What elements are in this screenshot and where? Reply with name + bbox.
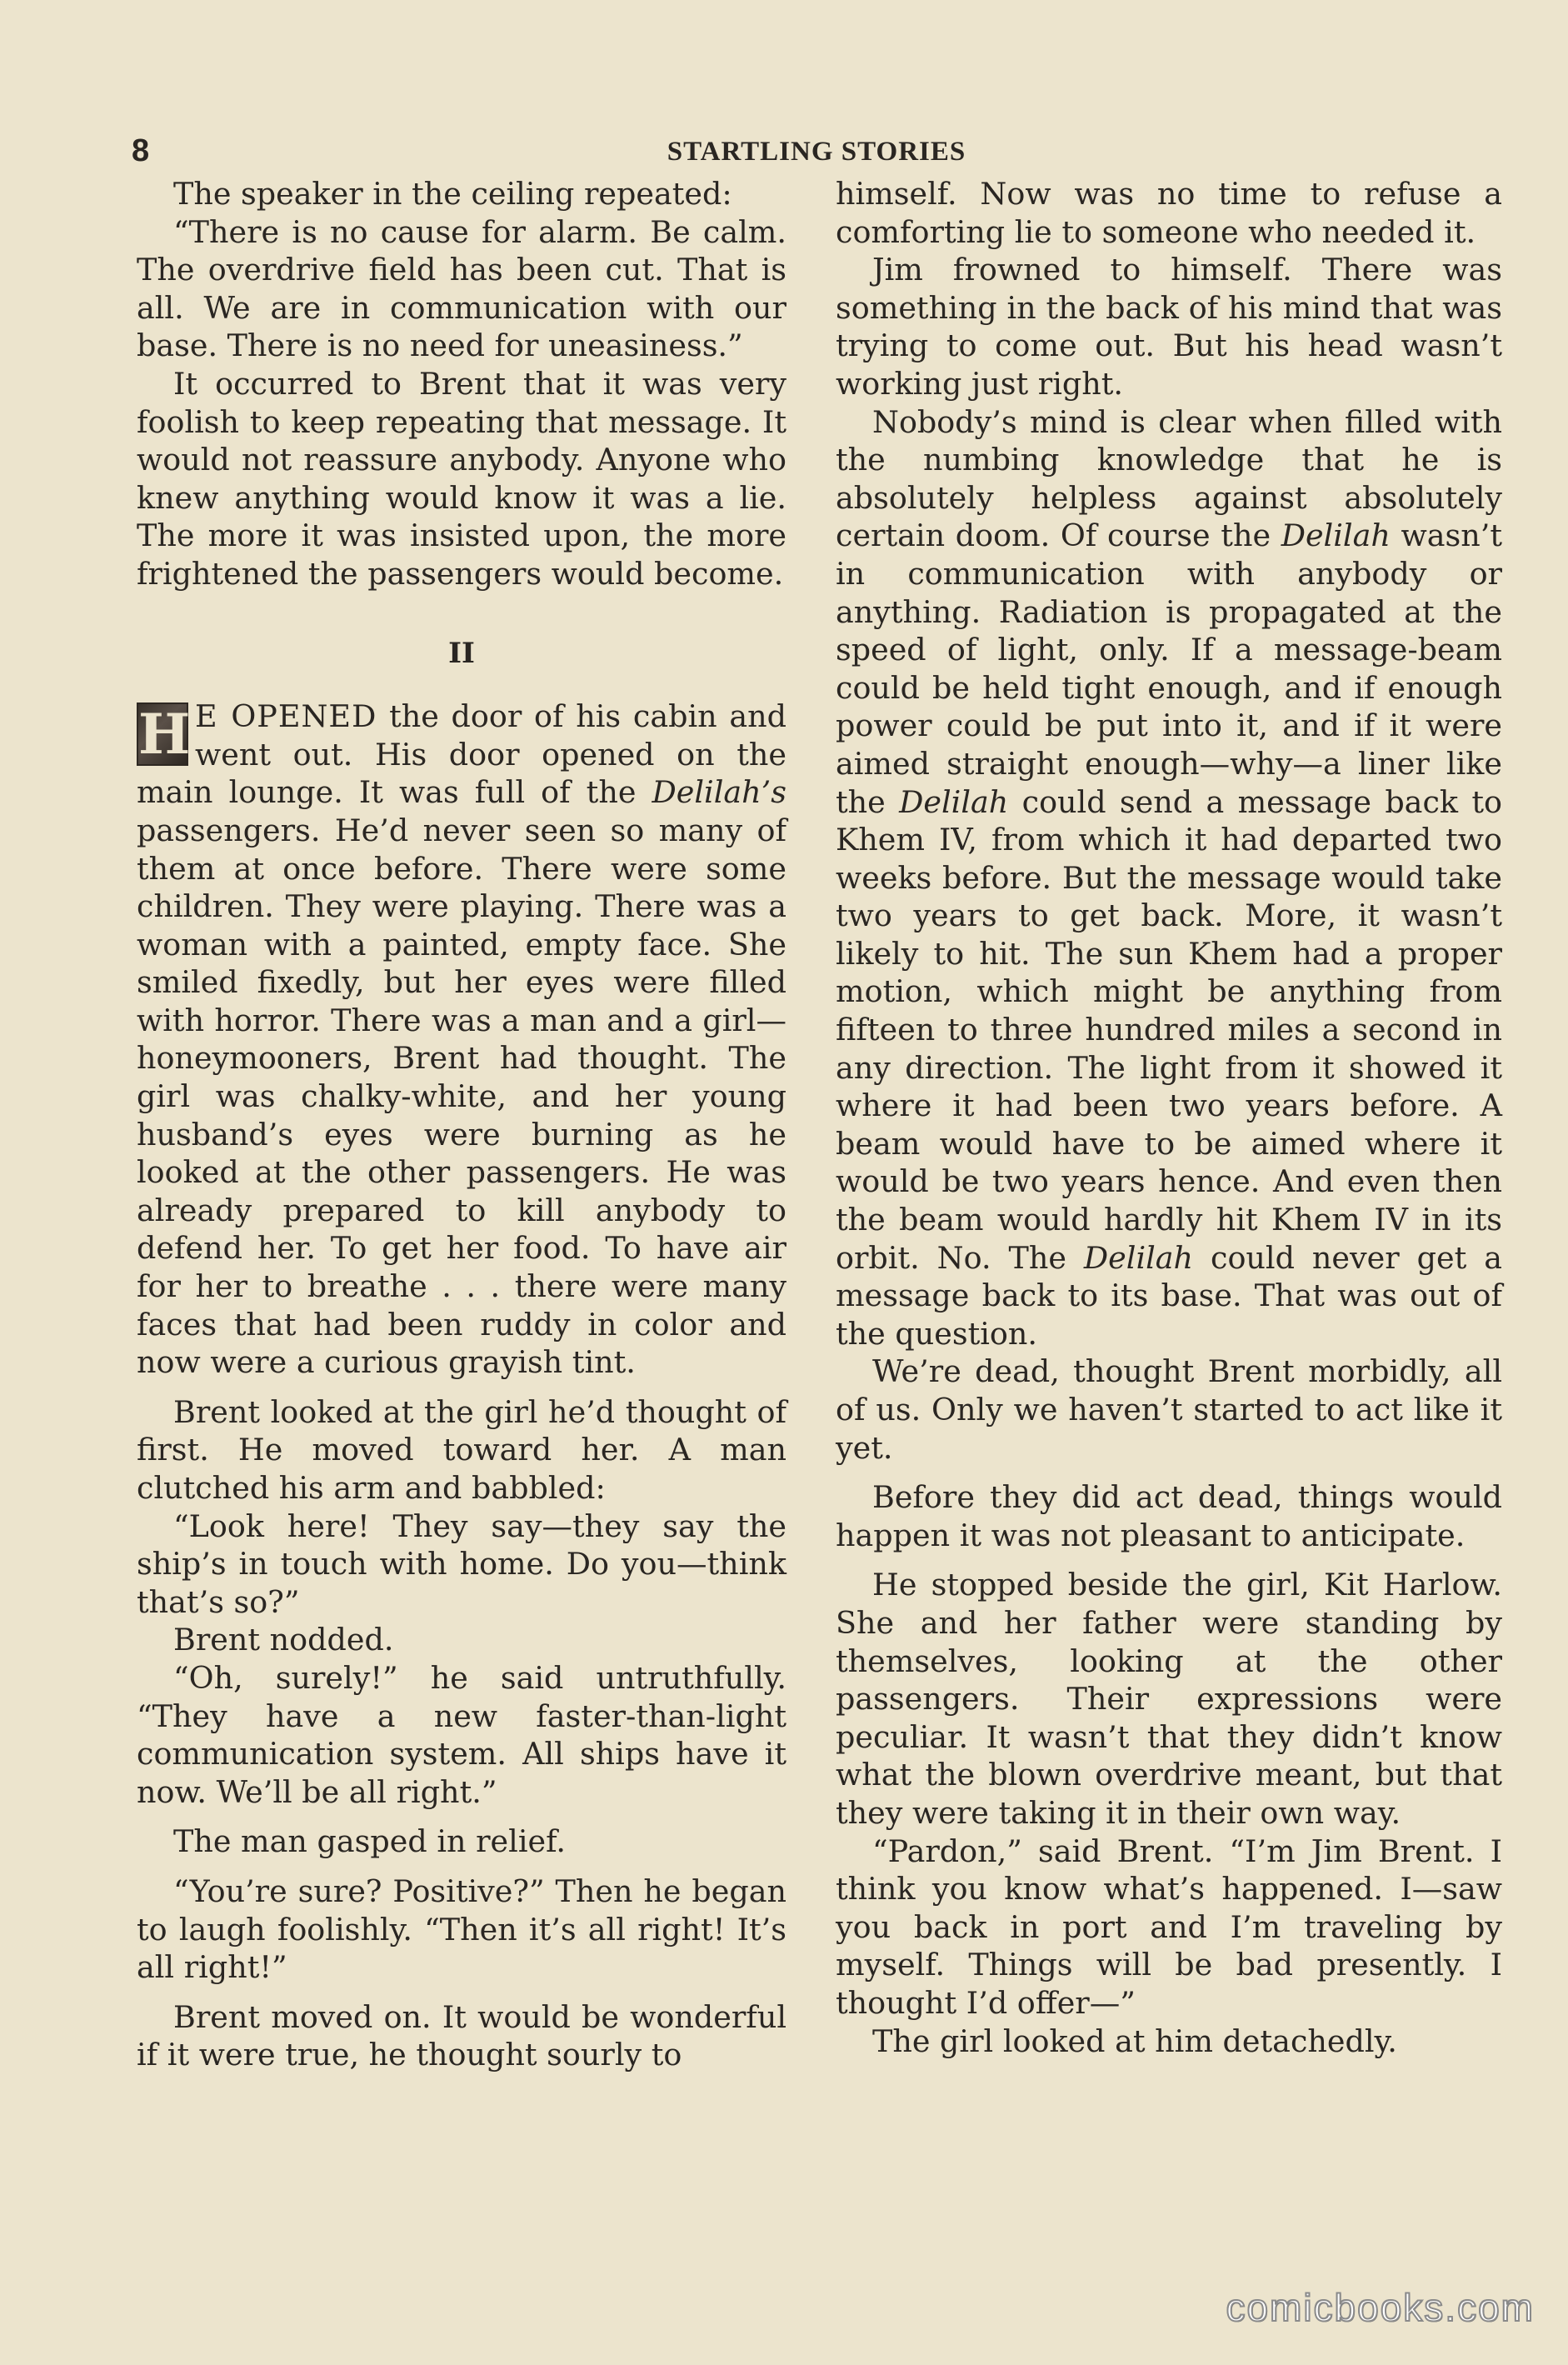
paragraph: Brent moved on. It would be wonderful if it were true, he thought sourly to (137, 1998, 786, 2073)
paragraph: “There is no cause for alarm. Be calm. The overdrive field has been cut. That is all. We are in communication with our base. There is no need for uneasiness.” (137, 213, 786, 364)
text-run: the door of his cabin and went out. His door opened on the main lounge. It was full of the (137, 698, 786, 811)
paragraph: himself. Now was no time to refuse a comforting lie to someone who needed it. (836, 176, 1502, 250)
page-header (125, 133, 1508, 175)
right-column (836, 175, 1502, 2060)
text-run: wasn’t in communication with anybody or anything. Radiation is propagated at the speed of light, only. If a message-beam could be held tight enough, and if enough power could be put into it, and if it were aimed straight enough—why—a liner like the (836, 518, 1502, 820)
smallcaps-lead: E OPENED (195, 698, 377, 735)
paragraph: Brent looked at the girl he’d thought of first. He moved toward her. A man clutched his arm and babbled: (137, 1393, 786, 1506)
running-head: STARTLING STORIES (667, 137, 966, 167)
paragraph: “Look here! They say—they say the ship’s in touch with home. Do you—think that’s so?” (137, 1508, 786, 1620)
paragraph: He stopped beside the girl, Kit Harlow. She and her father were standing by themselves, looking at the other passengers. Their expressions were peculiar. It wasn’t that they didn’t know what the blown overdrive meant, but that they were taking it in their own way. (836, 1567, 1502, 1831)
paragraph: “You’re sure? Positive?” Then he began to laugh foolishly. “Then it’s all right! It’s all right!” (137, 1872, 786, 1986)
ship-name: Delilah’s (652, 774, 786, 811)
left-column (137, 175, 786, 2074)
paragraph: The speaker in the ceiling repeated: (173, 176, 732, 212)
section-number: II (448, 636, 475, 670)
text-run: passengers. He’d never seen so many of them at once before. There were some children. They were playing. There was a woman with a painted, empty face. She smiled fixedly, but her eyes were filled with horror. There was a man and a girl—honeymooners, Brent had thought. The girl was chalky-white, and her young husband’s eyes were burning as he looked at the other passengers. He was already prepared to kill anybody to defend her. To get her food. To have air for her to breathe . . . there were many faces that had been ruddy in color and now were a curious grayish tint. (137, 812, 786, 1381)
paragraph (836, 403, 1502, 1353)
text-run: could never get a message back to its base. That was out of the question. (836, 1239, 1502, 1352)
paragraph: Before they did act dead, things would happen it was not pleasant to anticipate. (836, 1479, 1502, 1553)
page-number: 8 (132, 133, 150, 168)
ship-name: Delilah (1281, 518, 1391, 554)
text-run: could send a message back to Khem IV, from which it had departed two weeks before. But the message would take two years to get back. More, it wasn’t likely to hit. The sun Khem had a proper motion, which might be anything from fifteen to three hundred miles a second in any direction. The light from it showed it where it had been two years before. A beam would have to be aimed where it would be two years hence. And even then the beam would hardly hit Khem IV in its orbit. No. The (836, 783, 1502, 1276)
paragraph: “Oh, surely!” he said untruthfully. “They have a new faster-than-light communication system. All ships have it now. We’ll be all right.” (137, 1659, 786, 1810)
paragraph: Brent nodded. (173, 1622, 394, 1658)
paragraph: We’re dead, thought Brent morbidly, all of us. Only we haven’t started to act like it yet. (836, 1353, 1502, 1466)
ship-name: Delilah (899, 783, 1009, 820)
paragraph: It occurred to Brent that it was very foolish to keep repeating that message. It would not reassure anybody. Anyone who knew anything would know it was a lie. The more it was insisted upon, the more frightened the passengers would become. (137, 365, 786, 592)
text-run: Nobody’s mind is clear when filled with the numbing knowledge that he is absolutely helpless against absolutely certain doom. Of course the (836, 403, 1502, 554)
paragraph: Jim frowned to himself. There was something in the back of his mind that was trying to come out. But his head wasn’t working just right. (836, 252, 1502, 402)
paragraph: The girl looked at him detachedly. (872, 2022, 1397, 2059)
ship-name: Delilah (1083, 1239, 1194, 1276)
drop-cap: H (138, 702, 191, 768)
paragraph: “Pardon,” said Brent. “I’m Jim Brent. I think you know what’s happened. I—saw you back in port and I’m traveling by myself. Things will be bad presently. I thought I’d offer—” (836, 1832, 1502, 2021)
watermark: comicbooks.com (1226, 2286, 1535, 2329)
opening-paragraph (137, 698, 786, 1382)
paragraph: The man gasped in relief. (173, 1823, 566, 1860)
